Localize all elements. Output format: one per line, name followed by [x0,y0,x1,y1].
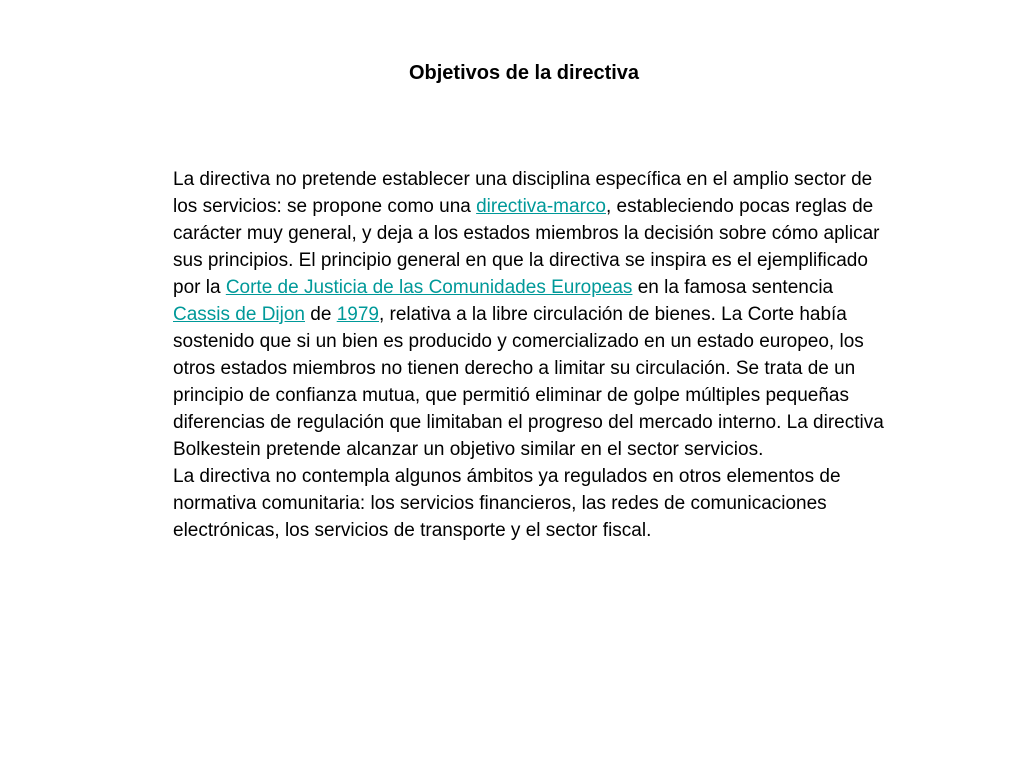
slide-title: Objetivos de la directiva [408,62,640,84]
directiva-marco-link[interactable]: directiva-marco [476,196,606,217]
body-text [173,166,885,544]
paragraph-1 [173,166,885,463]
paragraph-1-text-5: , relativa a la libre circulación de bienes. La Corte había sostenido que si un bien es producido y comercializado en un estado europeo, los otros estados miembros no tienen derecho a limitar su circulación. Se trata de un principio de confianza mutua, que permitió eliminar de golpe múltiples pequeñas diferencias de regulación que limitaban el progreso del mercado interno. La directiva Bolkestein pretende alcanzar un objetivo similar en el sector servicios. [173,304,884,460]
paragraph-1-text-2: , estableciendo pocas reglas de carácter muy general, y deja a los estados miembros la decisión sobre cómo aplicar sus principios. El principio general en que la directiva se inspira es el ejemplificado por la [173,196,880,298]
year-1979-link[interactable]: 1979 [336,304,379,325]
paragraph-1-text-1: La directiva no pretende establecer una disciplina específica en el amplio sector de los servicios: se propone como una [173,169,873,217]
corte-justicia-link[interactable]: Corte de Justicia de las Comunidades Europeas [225,277,633,298]
paragraph-1-text-3: en la famosa sentencia [632,277,834,298]
paragraph-2: La directiva no contempla algunos ámbitos ya regulados en otros elementos de normativa comunitaria: los servicios financieros, las redes de comunicaciones electrónicas, los servicios de transporte y el sector fiscal. [173,466,841,541]
cassis-de-dijon-link[interactable]: Cassis de Dijon [173,304,305,325]
paragraph-1-text-4: de [305,304,337,325]
